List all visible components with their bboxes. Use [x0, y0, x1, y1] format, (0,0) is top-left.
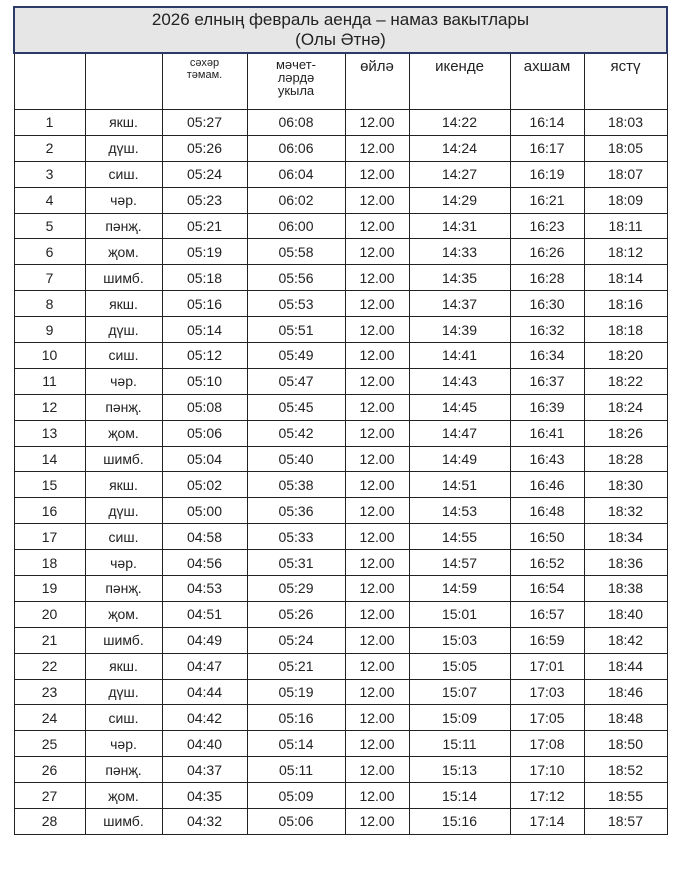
cell-sahar-time: 04:51: [162, 601, 247, 627]
cell-yastu-time: 18:34: [584, 524, 667, 550]
cell-mosque-time: 05:51: [247, 317, 345, 343]
cell-oyle-time: 12.00: [345, 498, 409, 524]
cell-day-number: 15: [14, 472, 85, 498]
cell-weekday: пәнҗ.: [85, 576, 162, 602]
cell-yastu-time: 18:40: [584, 601, 667, 627]
cell-weekday: сиш.: [85, 524, 162, 550]
cell-yastu-time: 18:03: [584, 110, 667, 136]
cell-akhsham-time: 16:23: [510, 213, 584, 239]
cell-sahar-time: 04:47: [162, 653, 247, 679]
cell-oyle-time: 12.00: [345, 265, 409, 291]
cell-yastu-time: 18:52: [584, 757, 667, 783]
title-line-1: 2026 елның февраль аенда – намаз вакытлары: [151, 10, 530, 29]
cell-oyle-time: 12.00: [345, 317, 409, 343]
cell-sahar-time: 05:10: [162, 368, 247, 394]
cell-mosque-time: 06:08: [247, 110, 345, 136]
cell-akhsham-time: 16:39: [510, 394, 584, 420]
cell-weekday: пәнҗ.: [85, 213, 162, 239]
cell-day-number: 25: [14, 731, 85, 757]
cell-ikende-time: 14:43: [409, 368, 510, 394]
cell-day-number: 9: [14, 317, 85, 343]
cell-ikende-time: 15:13: [409, 757, 510, 783]
cell-sahar-time: 05:00: [162, 498, 247, 524]
cell-oyle-time: 12.00: [345, 576, 409, 602]
cell-weekday: пәнҗ.: [85, 394, 162, 420]
cell-yastu-time: 18:38: [584, 576, 667, 602]
cell-day-number: 22: [14, 653, 85, 679]
cell-akhsham-time: 16:19: [510, 161, 584, 187]
cell-akhsham-time: 16:14: [510, 110, 584, 136]
table-row: [14, 161, 667, 187]
prayer-times-table: [13, 6, 668, 835]
cell-akhsham-time: 16:48: [510, 498, 584, 524]
cell-sahar-time: 04:35: [162, 783, 247, 809]
cell-day-number: 8: [14, 291, 85, 317]
cell-yastu-time: 18:05: [584, 135, 667, 161]
cell-akhsham-time: 16:34: [510, 343, 584, 369]
table-row: [14, 498, 667, 524]
cell-mosque-time: 05:49: [247, 343, 345, 369]
cell-akhsham-time: 16:54: [510, 576, 584, 602]
cell-weekday: сиш.: [85, 343, 162, 369]
cell-oyle-time: 12.00: [345, 524, 409, 550]
cell-mosque-time: 05:47: [247, 368, 345, 394]
cell-ikende-time: 14:33: [409, 239, 510, 265]
cell-oyle-time: 12.00: [345, 394, 409, 420]
cell-akhsham-time: 16:57: [510, 601, 584, 627]
title-line-2: (Олы Әтнә): [295, 30, 386, 49]
cell-mosque-time: 05:19: [247, 679, 345, 705]
cell-sahar-time: 05:14: [162, 317, 247, 343]
table-row: [14, 317, 667, 343]
cell-akhsham-time: 16:32: [510, 317, 584, 343]
cell-oyle-time: 12.00: [345, 291, 409, 317]
table-row: [14, 110, 667, 136]
cell-akhsham-time: 16:37: [510, 368, 584, 394]
cell-yastu-time: 18:20: [584, 343, 667, 369]
cell-oyle-time: 12.00: [345, 110, 409, 136]
table-row: [14, 420, 667, 446]
cell-ikende-time: 14:29: [409, 187, 510, 213]
cell-ikende-time: 14:31: [409, 213, 510, 239]
cell-weekday: якш.: [85, 110, 162, 136]
cell-ikende-time: 14:24: [409, 135, 510, 161]
cell-mosque-time: 05:38: [247, 472, 345, 498]
cell-weekday: дүш.: [85, 498, 162, 524]
cell-akhsham-time: 16:46: [510, 472, 584, 498]
cell-weekday: чәр.: [85, 550, 162, 576]
cell-yastu-time: 18:28: [584, 446, 667, 472]
cell-weekday: шимб.: [85, 265, 162, 291]
cell-yastu-time: 18:55: [584, 783, 667, 809]
cell-yastu-time: 18:24: [584, 394, 667, 420]
table-row: [14, 627, 667, 653]
cell-akhsham-time: 16:30: [510, 291, 584, 317]
cell-oyle-time: 12.00: [345, 731, 409, 757]
table-row: [14, 809, 667, 835]
cell-day-number: 21: [14, 627, 85, 653]
cell-day-number: 14: [14, 446, 85, 472]
column-header-akhsham: ахшам: [510, 53, 584, 110]
cell-weekday: пәнҗ.: [85, 757, 162, 783]
cell-mosque-time: 05:14: [247, 731, 345, 757]
cell-mosque-time: 05:06: [247, 809, 345, 835]
cell-weekday: чәр.: [85, 187, 162, 213]
cell-akhsham-time: 17:05: [510, 705, 584, 731]
cell-sahar-time: 05:08: [162, 394, 247, 420]
cell-yastu-time: 18:14: [584, 265, 667, 291]
table-row: [14, 524, 667, 550]
cell-ikende-time: 14:27: [409, 161, 510, 187]
cell-oyle-time: 12.00: [345, 783, 409, 809]
cell-oyle-time: 12.00: [345, 239, 409, 265]
cell-oyle-time: 12.00: [345, 187, 409, 213]
table-row: [14, 291, 667, 317]
column-header-day-number: [14, 53, 85, 110]
cell-oyle-time: 12.00: [345, 679, 409, 705]
cell-mosque-time: 05:11: [247, 757, 345, 783]
cell-day-number: 5: [14, 213, 85, 239]
cell-ikende-time: 15:05: [409, 653, 510, 679]
table-body: [14, 110, 667, 835]
cell-weekday: җом.: [85, 783, 162, 809]
cell-oyle-time: 12.00: [345, 550, 409, 576]
cell-sahar-time: 04:56: [162, 550, 247, 576]
cell-mosque-time: 06:04: [247, 161, 345, 187]
cell-yastu-time: 18:48: [584, 705, 667, 731]
cell-oyle-time: 12.00: [345, 601, 409, 627]
cell-ikende-time: 14:22: [409, 110, 510, 136]
cell-akhsham-time: 16:43: [510, 446, 584, 472]
cell-day-number: 24: [14, 705, 85, 731]
cell-mosque-time: 05:42: [247, 420, 345, 446]
cell-day-number: 4: [14, 187, 85, 213]
cell-day-number: 11: [14, 368, 85, 394]
table-row: [14, 213, 667, 239]
cell-yastu-time: 18:18: [584, 317, 667, 343]
cell-sahar-time: 05:06: [162, 420, 247, 446]
cell-day-number: 20: [14, 601, 85, 627]
cell-oyle-time: 12.00: [345, 343, 409, 369]
cell-mosque-time: 05:26: [247, 601, 345, 627]
cell-mosque-time: 05:31: [247, 550, 345, 576]
cell-weekday: дүш.: [85, 317, 162, 343]
cell-mosque-time: 06:06: [247, 135, 345, 161]
cell-day-number: 6: [14, 239, 85, 265]
cell-day-number: 2: [14, 135, 85, 161]
cell-yastu-time: 18:32: [584, 498, 667, 524]
cell-yastu-time: 18:07: [584, 161, 667, 187]
cell-oyle-time: 12.00: [345, 472, 409, 498]
cell-yastu-time: 18:12: [584, 239, 667, 265]
cell-sahar-time: 05:27: [162, 110, 247, 136]
cell-weekday: сиш.: [85, 161, 162, 187]
cell-ikende-time: 14:41: [409, 343, 510, 369]
table-row: [14, 550, 667, 576]
cell-akhsham-time: 16:28: [510, 265, 584, 291]
cell-mosque-time: 05:33: [247, 524, 345, 550]
cell-yastu-time: 18:30: [584, 472, 667, 498]
table-row: [14, 472, 667, 498]
cell-weekday: якш.: [85, 653, 162, 679]
cell-oyle-time: 12.00: [345, 420, 409, 446]
table-row: [14, 783, 667, 809]
cell-day-number: 28: [14, 809, 85, 835]
cell-yastu-time: 18:11: [584, 213, 667, 239]
cell-yastu-time: 18:42: [584, 627, 667, 653]
cell-weekday: шимб.: [85, 627, 162, 653]
cell-sahar-time: 04:32: [162, 809, 247, 835]
cell-ikende-time: 14:37: [409, 291, 510, 317]
cell-ikende-time: 15:07: [409, 679, 510, 705]
cell-sahar-time: 04:44: [162, 679, 247, 705]
cell-mosque-time: 05:53: [247, 291, 345, 317]
table-row: [14, 343, 667, 369]
cell-akhsham-time: 17:10: [510, 757, 584, 783]
cell-oyle-time: 12.00: [345, 161, 409, 187]
column-header-oyle: өйлә: [345, 53, 409, 110]
table-title: [14, 7, 667, 53]
column-header-weekday: [85, 53, 162, 110]
table-row: [14, 705, 667, 731]
cell-akhsham-time: 16:26: [510, 239, 584, 265]
cell-ikende-time: 15:16: [409, 809, 510, 835]
table-row: [14, 135, 667, 161]
cell-akhsham-time: 16:59: [510, 627, 584, 653]
table-row: [14, 187, 667, 213]
cell-akhsham-time: 16:50: [510, 524, 584, 550]
cell-sahar-time: 05:19: [162, 239, 247, 265]
cell-oyle-time: 12.00: [345, 705, 409, 731]
cell-ikende-time: 14:53: [409, 498, 510, 524]
cell-sahar-time: 05:02: [162, 472, 247, 498]
cell-mosque-time: 05:56: [247, 265, 345, 291]
cell-mosque-time: 05:45: [247, 394, 345, 420]
cell-akhsham-time: 16:17: [510, 135, 584, 161]
column-header-sahar: сәхәр тәмам.: [162, 53, 247, 110]
cell-day-number: 16: [14, 498, 85, 524]
cell-akhsham-time: 17:03: [510, 679, 584, 705]
cell-weekday: җом.: [85, 239, 162, 265]
cell-oyle-time: 12.00: [345, 135, 409, 161]
cell-ikende-time: 15:09: [409, 705, 510, 731]
table-row: [14, 446, 667, 472]
cell-ikende-time: 15:03: [409, 627, 510, 653]
cell-sahar-time: 05:23: [162, 187, 247, 213]
cell-akhsham-time: 16:41: [510, 420, 584, 446]
prayer-times-document: [13, 6, 666, 835]
cell-mosque-time: 05:16: [247, 705, 345, 731]
cell-oyle-time: 12.00: [345, 653, 409, 679]
cell-ikende-time: 14:51: [409, 472, 510, 498]
cell-weekday: дүш.: [85, 135, 162, 161]
table-row: [14, 239, 667, 265]
cell-sahar-time: 04:40: [162, 731, 247, 757]
cell-akhsham-time: 17:12: [510, 783, 584, 809]
cell-sahar-time: 04:53: [162, 576, 247, 602]
cell-akhsham-time: 17:01: [510, 653, 584, 679]
cell-sahar-time: 05:24: [162, 161, 247, 187]
cell-weekday: чәр.: [85, 368, 162, 394]
cell-oyle-time: 12.00: [345, 757, 409, 783]
table-row: [14, 394, 667, 420]
cell-mosque-time: 06:00: [247, 213, 345, 239]
cell-oyle-time: 12.00: [345, 809, 409, 835]
cell-akhsham-time: 16:21: [510, 187, 584, 213]
table-row: [14, 601, 667, 627]
cell-sahar-time: 04:42: [162, 705, 247, 731]
cell-sahar-time: 05:16: [162, 291, 247, 317]
cell-oyle-time: 12.00: [345, 213, 409, 239]
cell-yastu-time: 18:44: [584, 653, 667, 679]
cell-ikende-time: 14:59: [409, 576, 510, 602]
cell-weekday: чәр.: [85, 731, 162, 757]
cell-yastu-time: 18:36: [584, 550, 667, 576]
cell-yastu-time: 18:22: [584, 368, 667, 394]
cell-oyle-time: 12.00: [345, 368, 409, 394]
cell-ikende-time: 14:55: [409, 524, 510, 550]
cell-yastu-time: 18:57: [584, 809, 667, 835]
cell-ikende-time: 14:49: [409, 446, 510, 472]
cell-weekday: җом.: [85, 420, 162, 446]
column-header-yastu: ястү: [584, 53, 667, 110]
cell-day-number: 10: [14, 343, 85, 369]
cell-ikende-time: 14:47: [409, 420, 510, 446]
column-header-row: [14, 53, 667, 110]
cell-yastu-time: 18:26: [584, 420, 667, 446]
cell-weekday: сиш.: [85, 705, 162, 731]
cell-mosque-time: 05:29: [247, 576, 345, 602]
cell-sahar-time: 05:12: [162, 343, 247, 369]
cell-mosque-time: 05:21: [247, 653, 345, 679]
cell-akhsham-time: 17:14: [510, 809, 584, 835]
cell-day-number: 27: [14, 783, 85, 809]
cell-day-number: 19: [14, 576, 85, 602]
cell-ikende-time: 14:57: [409, 550, 510, 576]
cell-akhsham-time: 17:08: [510, 731, 584, 757]
cell-mosque-time: 05:40: [247, 446, 345, 472]
cell-sahar-time: 05:04: [162, 446, 247, 472]
cell-weekday: дүш.: [85, 679, 162, 705]
cell-sahar-time: 04:49: [162, 627, 247, 653]
cell-yastu-time: 18:09: [584, 187, 667, 213]
cell-ikende-time: 15:01: [409, 601, 510, 627]
cell-ikende-time: 14:45: [409, 394, 510, 420]
cell-mosque-time: 05:36: [247, 498, 345, 524]
cell-ikende-time: 15:14: [409, 783, 510, 809]
cell-weekday: якш.: [85, 291, 162, 317]
column-header-mosque: мәчет- ләрдә укыла: [247, 53, 345, 110]
cell-sahar-time: 04:58: [162, 524, 247, 550]
cell-oyle-time: 12.00: [345, 627, 409, 653]
cell-weekday: җом.: [85, 601, 162, 627]
column-header-ikende: икенде: [409, 53, 510, 110]
cell-weekday: шимб.: [85, 446, 162, 472]
cell-yastu-time: 18:50: [584, 731, 667, 757]
cell-sahar-time: 05:18: [162, 265, 247, 291]
table-row: [14, 653, 667, 679]
cell-mosque-time: 05:09: [247, 783, 345, 809]
cell-mosque-time: 05:58: [247, 239, 345, 265]
table-row: [14, 679, 667, 705]
cell-day-number: 3: [14, 161, 85, 187]
cell-weekday: шимб.: [85, 809, 162, 835]
table-row: [14, 731, 667, 757]
cell-mosque-time: 06:02: [247, 187, 345, 213]
cell-akhsham-time: 16:52: [510, 550, 584, 576]
table-row: [14, 368, 667, 394]
cell-yastu-time: 18:16: [584, 291, 667, 317]
cell-ikende-time: 15:11: [409, 731, 510, 757]
cell-ikende-time: 14:39: [409, 317, 510, 343]
cell-weekday: якш.: [85, 472, 162, 498]
table-row: [14, 576, 667, 602]
cell-yastu-time: 18:46: [584, 679, 667, 705]
cell-day-number: 17: [14, 524, 85, 550]
cell-ikende-time: 14:35: [409, 265, 510, 291]
cell-sahar-time: 05:21: [162, 213, 247, 239]
cell-day-number: 26: [14, 757, 85, 783]
cell-sahar-time: 04:37: [162, 757, 247, 783]
cell-day-number: 18: [14, 550, 85, 576]
cell-oyle-time: 12.00: [345, 446, 409, 472]
cell-day-number: 13: [14, 420, 85, 446]
table-row: [14, 757, 667, 783]
table-row: [14, 265, 667, 291]
cell-mosque-time: 05:24: [247, 627, 345, 653]
cell-day-number: 23: [14, 679, 85, 705]
cell-day-number: 12: [14, 394, 85, 420]
cell-day-number: 7: [14, 265, 85, 291]
cell-day-number: 1: [14, 110, 85, 136]
cell-sahar-time: 05:26: [162, 135, 247, 161]
